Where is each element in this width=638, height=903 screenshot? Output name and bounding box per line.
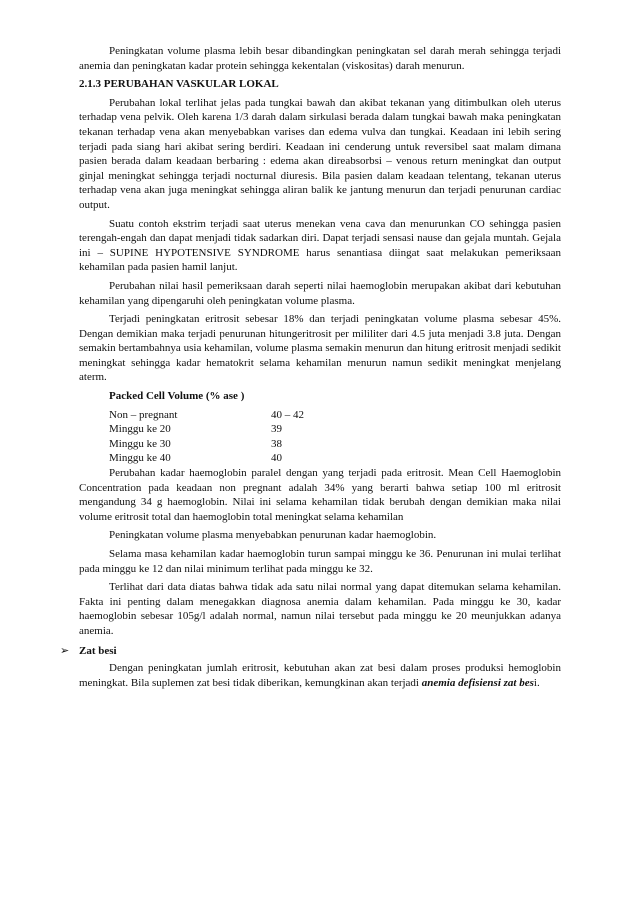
document-body (60, 44, 561, 694)
paragraph-erythrocyte: Terjadi peningkatan eritrosit sebesar 18% dan terjadi peningkatan volume plasma sebesar 45%. Dengan demikian maka terjadi penurunan hitungeritrosit per mililiter dari 4.5 juta menjadi 3.8 juta. Dengan semakin bertambahnya usia kehamilan, volume plasma semakin menurun dan hitung eritrosit menjadi sedikit meningkat sehingga kadar hematokrit selama kehamilan menurun namun sedikit meningkat menjelang aterm. (79, 313, 561, 384)
pcv-value: 39 (271, 423, 282, 436)
paragraph-hb-weeks: Selama masa kehamilan kadar haemoglobin turun sampai minggu ke 36. Penurunan ini mulai terlihat pada minggu ke 12 dan nilai minimum terlihat pada minggu ke 32. (79, 548, 561, 575)
table-row (109, 408, 561, 423)
pcv-label: Minggu ke 20 (109, 423, 171, 436)
paragraph-plasma-volume: Peningkatan volume plasma lebih besar dibandingkan peningkatan sel darah merah sehingga terjadi anemia dan peningkatan kadar protein sehingga kekentalan (viskositas) darah menurun. (79, 45, 561, 72)
paragraph-haemoglobin: Perubahan kadar haemoglobin paralel dengan yang terjadi pada eritrosit. Mean Cell Haemoglobin Concentration pada keadaan non pregnant adalah 34% yang berarti bahwa setiap 100 ml eritrosit mengandung 34 g haemoglobin. Nilai ini selama kehamilan tidak berubah dengan demikian maka nilai volume eritrosit total dan haemoglobin total meningkat selama kehamilan (79, 467, 561, 523)
pcv-value: 38 (271, 437, 282, 450)
arrow-bullet-icon: ➢ (60, 644, 70, 657)
paragraph-supine-syndrome: Suatu contoh ekstrim terjadi saat uterus menekan vena cava dan menurunkan CO sehingga pasien terengah-engah dan dapat menjadi tidak sadarkan diri. Dapat terjadi sensasi nause dan gejala muntah. Gejala ini – SUPINE HYPOTENSIVE SYNDROME harus senantiasa diingat saat melakukan pemeriksaan kehamilan pada pasien hamil lanjut. (79, 217, 561, 274)
pcv-label: Non – pregnant (109, 408, 178, 421)
pcv-value: 40 – 42 (271, 408, 304, 421)
emphasis-anemia: anemia defisiensi zat bes (421, 676, 534, 689)
paragraph-anemia-diagnosis: Terlihat dari data diatas bahwa tidak ada satu nilai normal yang dapat ditemukan selama kehamilan. Fakta ini penting dalam menegakkan diagnosa anemia dalam kehamilan. Pada minggu ke 30, kadar haemoglobin sebesar 105g/l adalah normal, namun nilai tersebut pada minggu ke 20 meunjukkan adanya anemia. (79, 581, 561, 637)
section-title: Zat besi (79, 644, 117, 657)
paragraph-local-changes: Perubahan lokal terlihat jelas pada tungkai bawah dan akibat tekanan yang ditimbulkan oleh uterus terhadap vena pelvik. Oleh karena 1/3 darah dalam sirkulasi berada dalam tungkai bawah maka peningkatan tekanan terhadap vena akan menyebabkan varises dan edema vulva dan tungkai. Keadaan ini lebih sering terjadi pada siang hari akibat sering berdiri. Keadaan ini cenderung untuk reversibel saat malam dimana pasien berada dalam keadaan berbaring : edema akan direabsorbsi – venous return meningkat dan output ginjal meningkat sehingga terjadi nocturnal diuresis. Bila pasien dalam keadaan telentang, tekanan uterus terhadap vena akan juga meningkat sehingga aliran balik ke jantung menurun dan terjadi penurunan cardiac output. (79, 96, 561, 211)
pcv-table-title: Packed Cell Volume (% ase ) (109, 390, 245, 403)
paragraph-blood-values: Perubahan nilai hasil pemeriksaan darah seperti nilai haemoglobin merupakan akibat dari kebutuhan kehamilan yang dipengaruhi oleh peningkatan volume plasma. (79, 279, 561, 307)
pcv-value: 40 (271, 452, 282, 465)
table-row (109, 451, 561, 466)
section-heading-vascular: 2.1.3 PERUBAHAN VASKULAR LOKAL (79, 78, 279, 91)
table-row (109, 437, 561, 452)
pcv-label: Minggu ke 30 (109, 437, 171, 450)
section-heading-iron (60, 644, 561, 659)
iron-text: Dengan peningkatan jumlah eritrosit, kebutuhan akan zat besi dalam proses produksi hemoglobin meningkat. Bila suplemen zat besi tidak diberikan, kemungkinan akan terjadi (79, 662, 561, 689)
paragraph-hb-decrease: Peningkatan volume plasma menyebabkan penurunan kadar haemoglobin. (109, 529, 437, 542)
paragraph-iron (79, 661, 561, 690)
pcv-label: Minggu ke 40 (109, 452, 171, 465)
table-row (109, 422, 561, 437)
iron-text-end: i. (533, 676, 540, 689)
pcv-table (109, 408, 561, 466)
